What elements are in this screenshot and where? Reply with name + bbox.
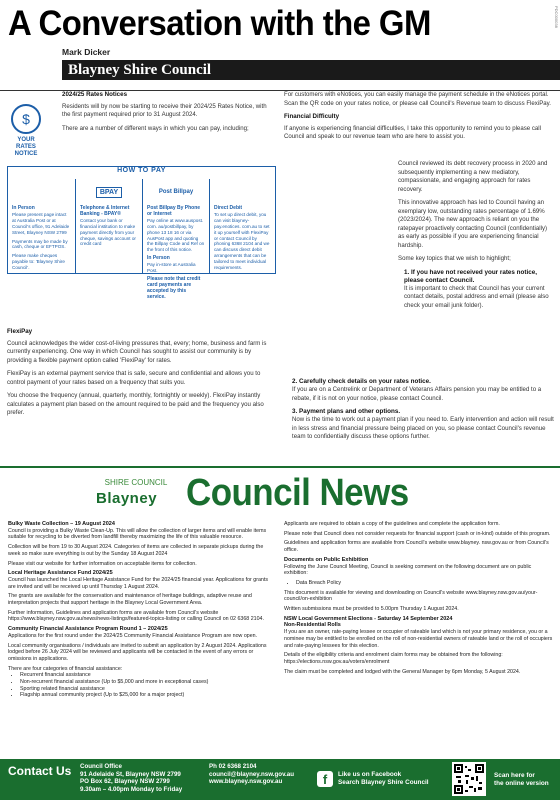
news-left-column: [8, 521, 276, 702]
post-text: Pay online at www.auspost. com. au/postbillpay, by phone 13 18 16 or via AusPost app and quoting the Billpay Code and Ref on the front of this notice.: [147, 217, 205, 253]
list-item: • Flagship annual community project (Up to $25,000 for a major project): [20, 692, 276, 699]
facebook-icon[interactable]: f: [317, 771, 333, 787]
scan-line: Scan here for: [494, 772, 535, 779]
pay-direct-debit: [210, 179, 275, 273]
in-person-text-2: Payments may be made by cash, cheque or EFTPOS.: [12, 238, 68, 250]
org-banner: [62, 60, 560, 80]
bpay-text: Contact your bank or financial institution to make payment directly from your cheque, savings account or credit card: [80, 217, 136, 247]
badge-label-2: NOTICE: [14, 151, 38, 157]
phone-number: Ph 02 6368 2104: [209, 763, 257, 770]
address-line: PO Box 62, Blayney NSW 2799: [80, 778, 170, 786]
list-item: • Data Breach Policy: [296, 580, 554, 587]
elections-heading: NSW Local Government Elections - Saturday 14 September 2024: [284, 615, 453, 622]
rates-p2: There are a number of different ways in which you can pay, including;: [62, 124, 249, 132]
post-billpay-logo: Post Billpay: [158, 189, 194, 195]
elections-text-3: The claim must be completed and lodged with the General Manager by 6pm Monday, 5 August 2024.: [284, 668, 521, 675]
flexipay-p3: You choose the frequency (annual, quarterly, monthly, fortnightly or weekly). FlexiPay instantly calculates a payment plan based on the amount required to be paid and the frequency you also prefer.: [7, 392, 264, 416]
direct-heading: Direct Debit: [214, 205, 243, 211]
blayney-logo: [92, 476, 178, 510]
key-topic-1-heading: 1. If you have not received your rates notice, please contact Council.: [404, 268, 537, 284]
hardship-text: If anyone is experiencing financial difficulties, I take this opportunity to remind you to please call Council and speak to our revenue team who are here to assist you.: [284, 124, 541, 140]
pay-bpay: [76, 179, 143, 273]
logo-blayney: Blayney: [96, 490, 158, 507]
rates-section: [62, 91, 276, 138]
list-item: • Recurrent financial assistance: [20, 672, 276, 679]
hardship-heading: Financial Difficulty: [284, 113, 340, 120]
exhibition-text-2: This document is available for viewing and downloading on Council's website www.blayney.nsw.gov.au/your-council/on-exhibition: [284, 589, 538, 603]
community-text-2: Local community organisations / individuals are invited to submit an application by 2 August 2024. Applications lodged before 26 July 2024 will be reviewed and applicants will be contacted in the event of any errors or omissions in applications.: [8, 642, 267, 662]
rates-heading: 2024/25 Rates Notices: [62, 91, 128, 98]
key-topic-2-heading: 2. Carefully check details on your rates notice.: [292, 378, 431, 385]
flexipay-p2: FlexiPay is an external payment service that is safe, secure and confidential and allows you to control payment of your rates based on a frequency that suits you.: [7, 370, 261, 386]
bulky-heading: Bulky Waste Collection – 19 August 2024: [8, 521, 115, 527]
page-header: [0, 0, 560, 92]
exhibition-text-3: Written submissions must be provided to 5.00pm Thursday 1 August 2024.: [284, 606, 459, 613]
right-intro: [284, 91, 554, 147]
rates-p1: Residents will by now be starting to receive their 2024/25 Rates Notice, with the first payment required prior to 31 August 2024.: [62, 102, 267, 118]
author-name: Mark Dicker: [62, 47, 111, 57]
post-heading-2: In Person: [147, 255, 170, 262]
org-name: Blayney Shire Council: [68, 62, 212, 78]
rolls-heading: Non-Residential Rolls: [284, 622, 341, 629]
council-news-title: Council News: [186, 472, 409, 514]
heritage-text-2: The grants are available for the conservation and maintenance of heritage buildings, adaptive reuse and interpretation projects that support heritage in the Blayney Local Government Area.: [8, 593, 252, 607]
flexipay-heading: FlexiPay: [7, 328, 33, 335]
badge-label-1: YOUR RATES: [16, 137, 36, 150]
key-topics-intro: Some key topics that we wish to highlight;: [398, 255, 511, 262]
exhibition-list: [296, 580, 554, 587]
guidelines-text-1: Applicants are required to obtain a copy of the guidelines and complete the application form.: [284, 521, 500, 527]
key-topic-2-text: If you are on a Centrelink or Department of Veterans Affairs pension you may be entitled to a rebate, if it is not on your notice, please contact Council.: [292, 386, 542, 402]
bulky-text-2: Collection will be from 19 to 30 August 2024. Categories of items are collected in separate pickups during the week so make sure everything is out by the Sunday 18 August 2024: [8, 544, 264, 557]
website-link[interactable]: www.blayney.nsw.gov.au: [209, 778, 283, 786]
key-topic-3-heading: 3. Payment plans and other options.: [292, 408, 401, 415]
key-topic-1: [404, 269, 554, 311]
key-topic-1-text: It is important to check that Council has your current contact details, postal address and email (please also check your email junk folder).: [404, 284, 549, 309]
section-divider: [0, 466, 560, 468]
bpay-logo: BPAY: [96, 187, 122, 198]
how-to-pay-box: [7, 166, 276, 300]
address-line: Council Office: [80, 763, 122, 770]
bpay-heading: Telephone & Internet Banking - BPAY®: [80, 205, 130, 217]
elections-text-1: If you are an owner, rate-paying lessee or occupier of rateable land which is not your primary residence, you or a nominee may be entitled to be enrolled on the roll of non-residential owners of rateable land or the roll of occupiers and rate-paying lessees for this election.: [284, 629, 553, 649]
email-link[interactable]: council@blayney.nsw.gov.au: [209, 770, 294, 778]
bulky-text-1: Council is providing a Bulky Waste Clean-Up. This will allow the collection of larger items and will enable items suitable for recycling to be diverted from landfill thereby maximizing the life of this valuable resource.: [8, 527, 267, 541]
key-topics-cont: [292, 378, 554, 447]
bulky-text-3: Please visit our website for further information on acceptable items for collection.: [8, 560, 197, 567]
post-text-2: Pay in-store at Australia Post.: [147, 262, 196, 274]
qr-code-icon[interactable]: [452, 762, 486, 796]
post-note: Please note that credit card payments are accepted by this service.: [147, 275, 201, 300]
list-item: • Sporting related financial assistance: [20, 686, 276, 693]
flexipay-section: [7, 328, 276, 423]
how-to-pay-title: HOW TO PAY: [117, 167, 166, 174]
news-right-column: [284, 521, 554, 678]
community-text-3: There are four categories of financial assistance:: [8, 665, 123, 672]
vertical-tag: PDC000038: [554, 6, 559, 28]
dollar-icon: $: [11, 104, 41, 134]
heritage-text-1: Council has launched the Local Heritage Assistance Fund for the 2024/25 financial year. Applications for grants are invited and will be received up until Thursday 1 August 2024.: [8, 576, 269, 590]
key-topic-3-text: Now is the time to work out a payment plan if you need to. Early intervention and action will result in less stress and financial pressure being placed on you, so please contact Council's revenue team to confidentially discuss these options further.: [292, 416, 554, 440]
office-hours: 9.30am – 4.00pm Monday to Friday: [80, 785, 183, 793]
key-topic-3: [292, 408, 554, 442]
footer-contact: [209, 763, 294, 786]
in-person-text: Please present page intact at Australia Post or at Council's office, 91 Adelaide Street, Blayney NSW 2799: [12, 211, 70, 235]
heritage-text-3: Further information, Guidelines and application forms are available from Council's website https://www.blayney.nsw.gov.au/news/news-listings/featured-topics-listing or calling Council on 02 6368 2104.: [8, 609, 264, 623]
facebook-line: Like us on Facebook: [338, 771, 402, 778]
exhibition-text-1: Following the June Council Meeting, Council is seeking comment on the following document are on public exhibition:: [284, 563, 532, 577]
approach-text: This innovative approach has led to Council having an exemplary low, outstanding rates percentage of 1.69% (2023/2024). The new approach is reliant on you the ratepayer proactively contacting Council (confidentially) as early as possible if you are experiencing financial hardship.: [398, 199, 548, 249]
pay-post-billpay: [143, 179, 210, 300]
pay-in-person: [8, 179, 76, 273]
exhibition-heading: Documents on Public Exhibition: [284, 556, 369, 563]
heritage-heading: Local Heritage Assistance Fund 2024/25: [8, 570, 113, 577]
in-person-text-3: Please make cheques payable to: 'Blayney Shire Council'.: [12, 253, 65, 271]
flexipay-p1: Council acknowledges the wider cost-of-living pressures that, every; home, business and farm is currently experiencing. One way in which Council has sought to assist our community is by providing a flexible payment option called 'FlexiPay' for rates.: [7, 339, 267, 364]
guidelines-text-3: Guidelines and application forms are available from Council's website www.blayney. nsw.gov.au or from Council's office.: [284, 540, 549, 554]
page-title: A Conversation with the GM: [8, 4, 431, 43]
scan-text: [494, 772, 549, 788]
footer: [0, 759, 560, 800]
in-person-heading: In Person: [12, 205, 35, 211]
community-heading: Community Financial Assistance Program Round 1 – 2024/25: [8, 626, 168, 633]
guidelines-text-2: Please note that Council does not consider requests for financial support (cash or in-kind) outside of this program.: [284, 530, 551, 537]
key-topic-2: [292, 378, 554, 403]
post-heading: Post Billpay By Phone or Internet: [147, 205, 201, 217]
facebook-text[interactable]: [338, 771, 429, 787]
scan-line: the online version: [494, 779, 549, 787]
facebook-line: Search Blayney Shire Council: [338, 778, 429, 786]
assistance-list: [20, 672, 276, 699]
rates-notice-badge: [7, 104, 45, 158]
list-item: • Non-recurrent financial assistance (Up to $5,000 and more in exceptional cases): [20, 679, 276, 686]
elections-text-2: Details of the eligibility criteria and enrolment claim forms may be obtained from the following: https://elections.nsw.gov.au/voters/enrolment: [284, 652, 503, 665]
logo-shire-council: SHIRE COUNCIL: [104, 478, 168, 487]
footer-address: [80, 763, 182, 793]
address-line: 91 Adelaide St, Blayney NSW 2799: [80, 770, 181, 778]
debt-recovery-text: Council reviewed its debt recovery process in 2020 and subsequently implementing a new mediatory, compassionate, and engaging approach for rates recovery.: [398, 160, 548, 193]
enotices-text: For customers with eNotices, you can easily manage the payment schedule in the eNotices portal. Scan the QR code on your rates notice, or please call Council's Revenue team to discuss FlexiPay.: [284, 91, 551, 107]
direct-text: To set up direct debit, you can visit blayney-pay.enotices. com.au to set it up yourself with FlexiPay or contact Council by phoning 6368 2104 and we can discuss direct debit arrangements that can be tailored to meet individual requirements.: [214, 211, 270, 271]
contact-heading: Contact Us: [8, 764, 72, 778]
community-text-1: Applications for the first round under the 2024/25 Community Financial Assistance Program are now open.: [8, 632, 258, 639]
right-column-text: [398, 160, 554, 315]
